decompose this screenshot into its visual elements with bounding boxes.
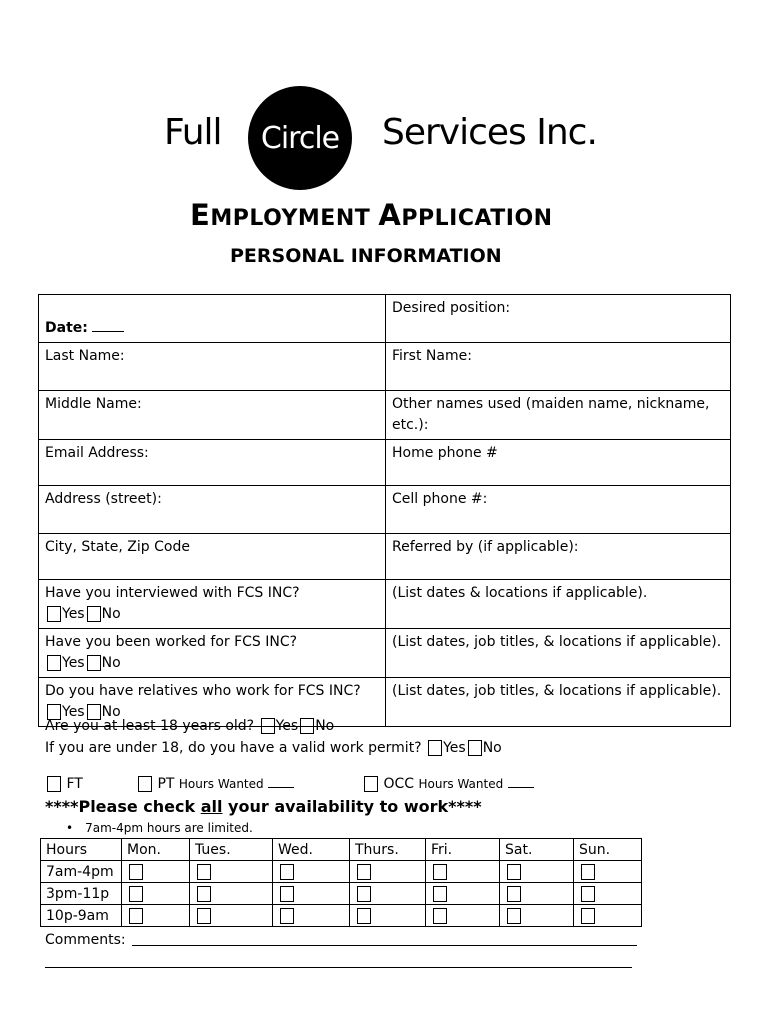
page-title: EMPLOYMENT APPLICATION [190,198,553,232]
availability-checkbox[interactable] [507,886,521,902]
pt-checkbox[interactable] [138,776,152,792]
availability-checkbox[interactable] [507,908,521,924]
col-header: Mon. [122,839,190,861]
availability-checkbox[interactable] [197,886,211,902]
row-label: 7am-4pm [41,861,122,883]
col-header: Wed. [273,839,350,861]
referred-by-field[interactable]: Referred by (if applicable): [386,534,731,580]
row-label: 10p-9am [41,905,122,927]
availability-checkbox[interactable] [197,908,211,924]
availability-checkbox[interactable] [357,864,371,880]
availability-checkbox[interactable] [197,864,211,880]
schedule-table [40,838,642,927]
logo-circle [248,86,352,190]
availability-checkbox[interactable] [581,886,595,902]
middle-name-field[interactable]: Middle Name: [39,391,386,440]
availability-checkbox[interactable] [129,864,143,880]
availability-checkbox[interactable] [581,864,595,880]
col-header: Thurs. [350,839,426,861]
ft-option: FT [45,774,83,795]
row-label: 3pm-11p [41,883,122,905]
date-field[interactable]: Date: [39,295,386,343]
availability-checkbox[interactable] [433,908,447,924]
availability-checkbox[interactable] [129,886,143,902]
table-row [41,861,642,883]
worked-yes-checkbox[interactable] [47,655,61,671]
availability-checkbox[interactable] [280,908,294,924]
cell-phone-field[interactable]: Cell phone #: [386,486,731,534]
logo-text-full: Full [164,112,222,153]
availability-checkbox[interactable] [280,886,294,902]
availability-note: • 7am-4pm hours are limited. [66,821,253,835]
interviewed-note-field[interactable]: (List dates & locations if applicable). [386,580,731,629]
permit-no-checkbox[interactable] [468,740,482,756]
occ-checkbox[interactable] [364,776,378,792]
relatives-question: Do you have relatives who work for FCS INC? Yes No [39,678,386,727]
availability-checkbox[interactable] [129,908,143,924]
comments-label: Comments: [45,932,126,948]
logo-text-circle: Circle [260,120,340,156]
worked-no-checkbox[interactable] [87,655,101,671]
col-header: Sat. [500,839,574,861]
availability-checkbox[interactable] [433,864,447,880]
age-yes-checkbox[interactable] [261,718,275,734]
col-header: Tues. [190,839,273,861]
availability-checkbox[interactable] [357,908,371,924]
section-subtitle: PERSONAL INFORMATION [230,245,502,267]
email-field[interactable]: Email Address: [39,440,386,486]
interviewed-no-checkbox[interactable] [87,606,101,622]
address-field[interactable]: Address (street): [39,486,386,534]
last-name-field[interactable]: Last Name: [39,343,386,391]
city-state-zip-field[interactable]: City, State, Zip Code [39,534,386,580]
table-row [41,905,642,927]
logo-text-services: Services Inc. [382,112,597,153]
availability-checkbox[interactable] [581,908,595,924]
desired-position-field[interactable]: Desired position: [386,295,731,343]
personal-info-table [38,294,731,727]
pt-option: PT Hours Wanted [136,774,294,795]
availability-checkbox[interactable] [507,864,521,880]
col-header: Hours [41,839,122,861]
interviewed-yes-checkbox[interactable] [47,606,61,622]
comments-line-1[interactable] [132,945,637,946]
worked-note-field[interactable]: (List dates, job titles, & locations if applicable). [386,629,731,678]
first-name-field[interactable]: First Name: [386,343,731,391]
interviewed-question: Have you interviewed with FCS INC? Yes No [39,580,386,629]
occ-option: OCC Hours Wanted [362,774,534,795]
permit-question: If you are under 18, do you have a valid work permit? Yes No [45,740,502,756]
table-row [41,883,642,905]
col-header: Fri. [426,839,500,861]
comments-line-2[interactable] [45,967,632,968]
availability-checkbox[interactable] [433,886,447,902]
ft-checkbox[interactable] [47,776,61,792]
col-header: Sun. [574,839,642,861]
worked-question: Have you been worked for FCS INC? Yes No [39,629,386,678]
home-phone-field[interactable]: Home phone # [386,440,731,486]
availability-checkbox[interactable] [280,864,294,880]
availability-heading: ****Please check all your availability to work**** [45,797,482,816]
other-names-field[interactable]: Other names used (maiden name, nickname, etc.): [386,391,731,440]
age-question: Are you at least 18 years old? Yes No [45,718,335,734]
relatives-note-field[interactable]: (List dates, job titles, & locations if applicable). [386,678,731,727]
age-no-checkbox[interactable] [300,718,314,734]
availability-checkbox[interactable] [357,886,371,902]
permit-yes-checkbox[interactable] [428,740,442,756]
